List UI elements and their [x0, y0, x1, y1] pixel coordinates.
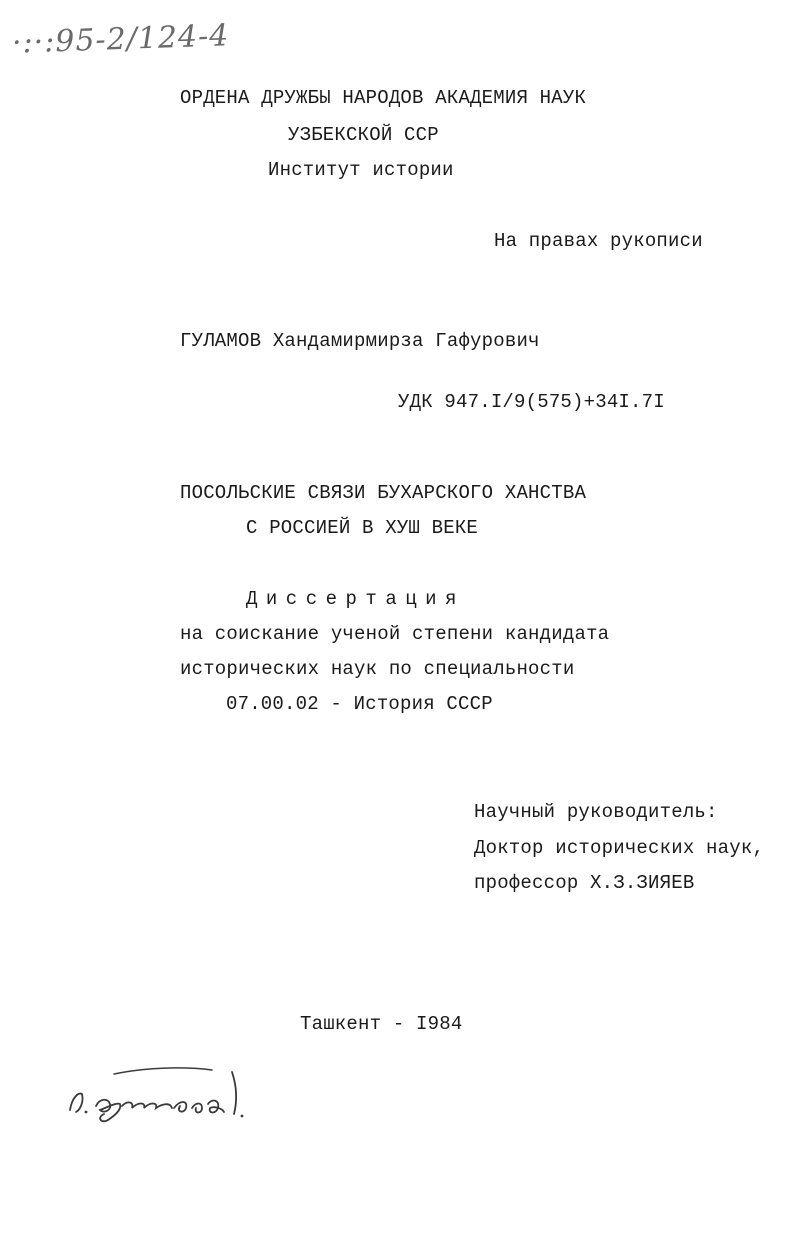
- supervisor-name: профессор Х.З.ЗИЯЕВ: [474, 872, 695, 894]
- author-name: ГУЛАМОВ Хандамирмирза Гафурович: [180, 330, 540, 352]
- thesis-title-line1: ПОСОЛЬСКИЕ СВЯЗИ БУХАРСКОГО ХАНСТВА: [180, 482, 587, 504]
- degree-line1: на соискание ученой степени кандидата: [180, 623, 610, 645]
- academy-name-line1: ОРДЕНА ДРУЖБЫ НАРОДОВ АКАДЕМИЯ НАУК: [180, 87, 587, 109]
- specialty-code: 07.00.02 - История СССР: [226, 693, 493, 715]
- handwritten-signature: [62, 1058, 262, 1128]
- supervisor-degree: Доктор исторических наук,: [474, 837, 765, 859]
- thesis-title-line2: С РОССИЕЙ В ХУШ ВЕКЕ: [246, 517, 479, 539]
- udc-code: УДК 947.I/9(575)+34I.7I: [398, 391, 665, 413]
- academy-name-line2: УЗБЕКСКОЙ ССР: [288, 124, 439, 146]
- institute-name: Институт истории: [268, 159, 454, 181]
- place-and-year: Ташкент - I984: [300, 1013, 463, 1035]
- work-type-label: Диссертация: [246, 588, 465, 610]
- degree-line2: исторических наук по специальности: [180, 658, 575, 680]
- supervisor-label: Научный руководитель:: [474, 801, 718, 823]
- archive-handwritten-number: ·:·:95-2/124-4: [11, 18, 230, 61]
- manuscript-rights-note: На правах рукописи: [494, 230, 703, 252]
